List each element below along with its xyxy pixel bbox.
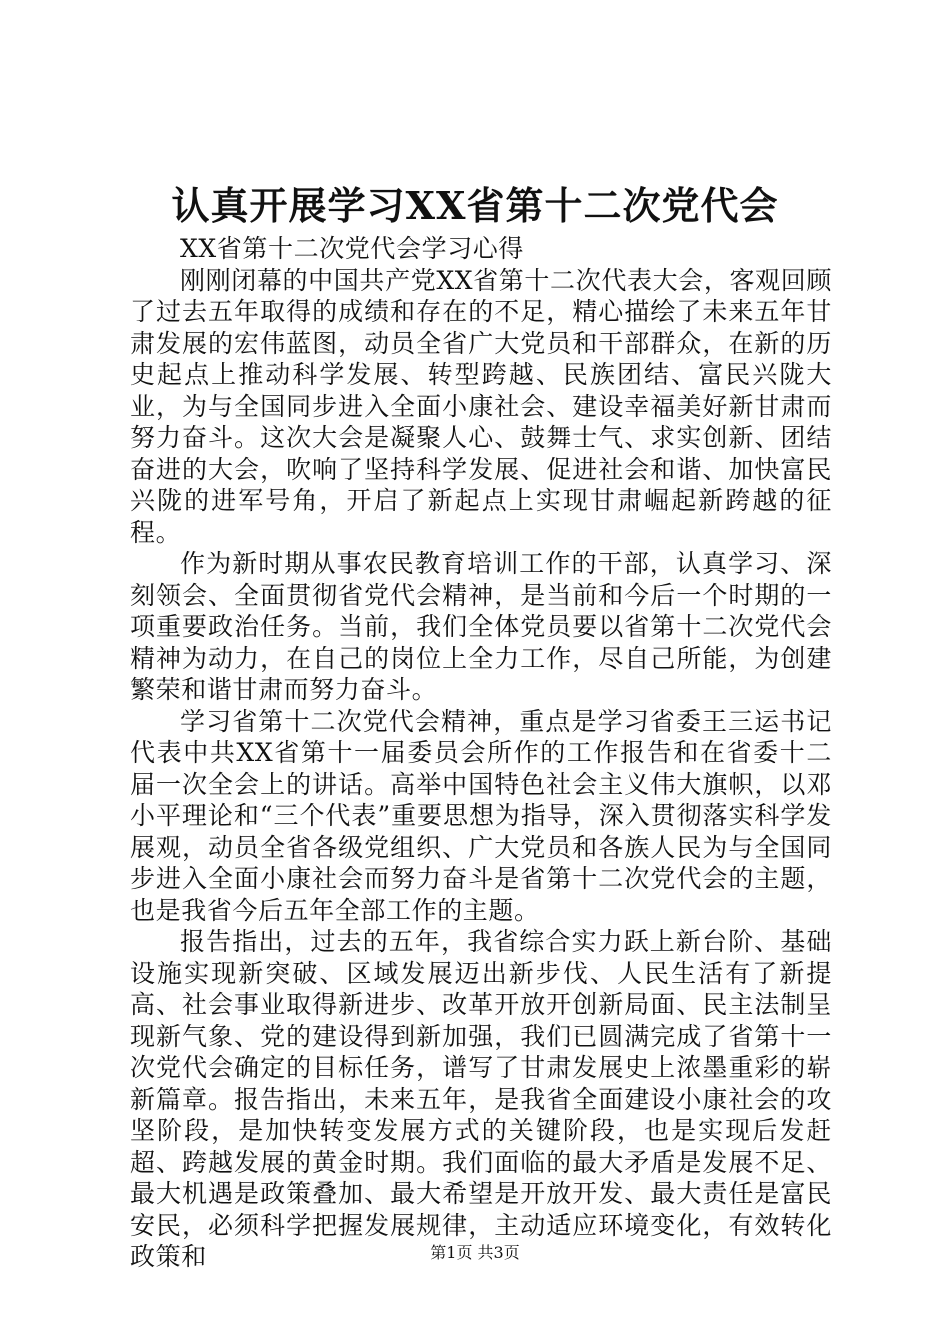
document-title: 认真开展学习XX省第十二次党代会 (171, 183, 779, 228)
page-number-footer: 第1页 共3页 (430, 1243, 520, 1262)
body-paragraph: 作为新时期从事农民教育培训工作的干部，认真学习、深刻领会、全面贯彻省党代会精神，是当前和今后一个时期的一项重要政治任务。当前，我们全体党员要以省第十二次党代会精神为动力，在自己的岗位上全力工作，尽自己所能，为创建繁荣和谐甘肃而努力奋斗。 (130, 549, 832, 704)
body-paragraph: 学习省第十二次党代会精神，重点是学习省委王三运书记代表中共XX省第十一届委员会所作的工作报告和在省委十二届一次全会上的讲话。高举中国特色社会主义伟大旗帜，以邓小平理论和“三个代表”重要思想为指导，深入贯彻落实科学发展观，动员全省各级党组织、广大党员和各族人民为与全国同步进入全面小康社会而努力奋斗是省第十二次党代会的主题，也是我省今后五年全部工作的主题。 (130, 706, 832, 925)
document-body (130, 233, 832, 1273)
body-paragraph: 报告指出，过去的五年，我省综合实力跃上新台阶、基础设施实现新突破、区域发展迈出新步伐、人民生活有了新提高、社会事业取得新进步、改革开放开创新局面、民主法制呈现新气象、党的建设得到新加强，我们已圆满完成了省第十一次党代会确定的目标任务，谱写了甘肃发展史上浓墨重彩的崭新篇章。报告指出，未来五年，是我省全面建设小康社会的攻坚阶段，是加快转变发展方式的关键阶段，也是实现后发赶超、跨越发展的黄金时期。我们面临的最大矛盾是发展不足、最大机遇是政策叠加、最大希望是开放开发、最大责任是富民安民，必须科学把握发展规律，主动适应环境变化，有效转化政策和 (130, 927, 832, 1271)
subtitle-paragraph: XX省第十二次党代会学习心得 (180, 234, 524, 263)
body-paragraph: 刚刚闭幕的中国共产党XX省第十二次代表大会，客观回顾了过去五年取得的成绩和存在的不足，精心描绘了未来五年甘肃发展的宏伟蓝图，动员全省广大党员和干部群众，在新的历史起点上推动科学发展、转型跨越、民族团结、富民兴陇大业，为与全国同步进入全面小康社会、建设幸福美好新甘肃而努力奋斗。这次大会是凝聚人心、鼓舞士气、求实创新、团结奋进的大会，吹响了坚持科学发展、促进社会和谐、加快富民兴陇的进军号角，开启了新起点上实现甘肃崛起新跨越的征程。 (130, 265, 832, 547)
